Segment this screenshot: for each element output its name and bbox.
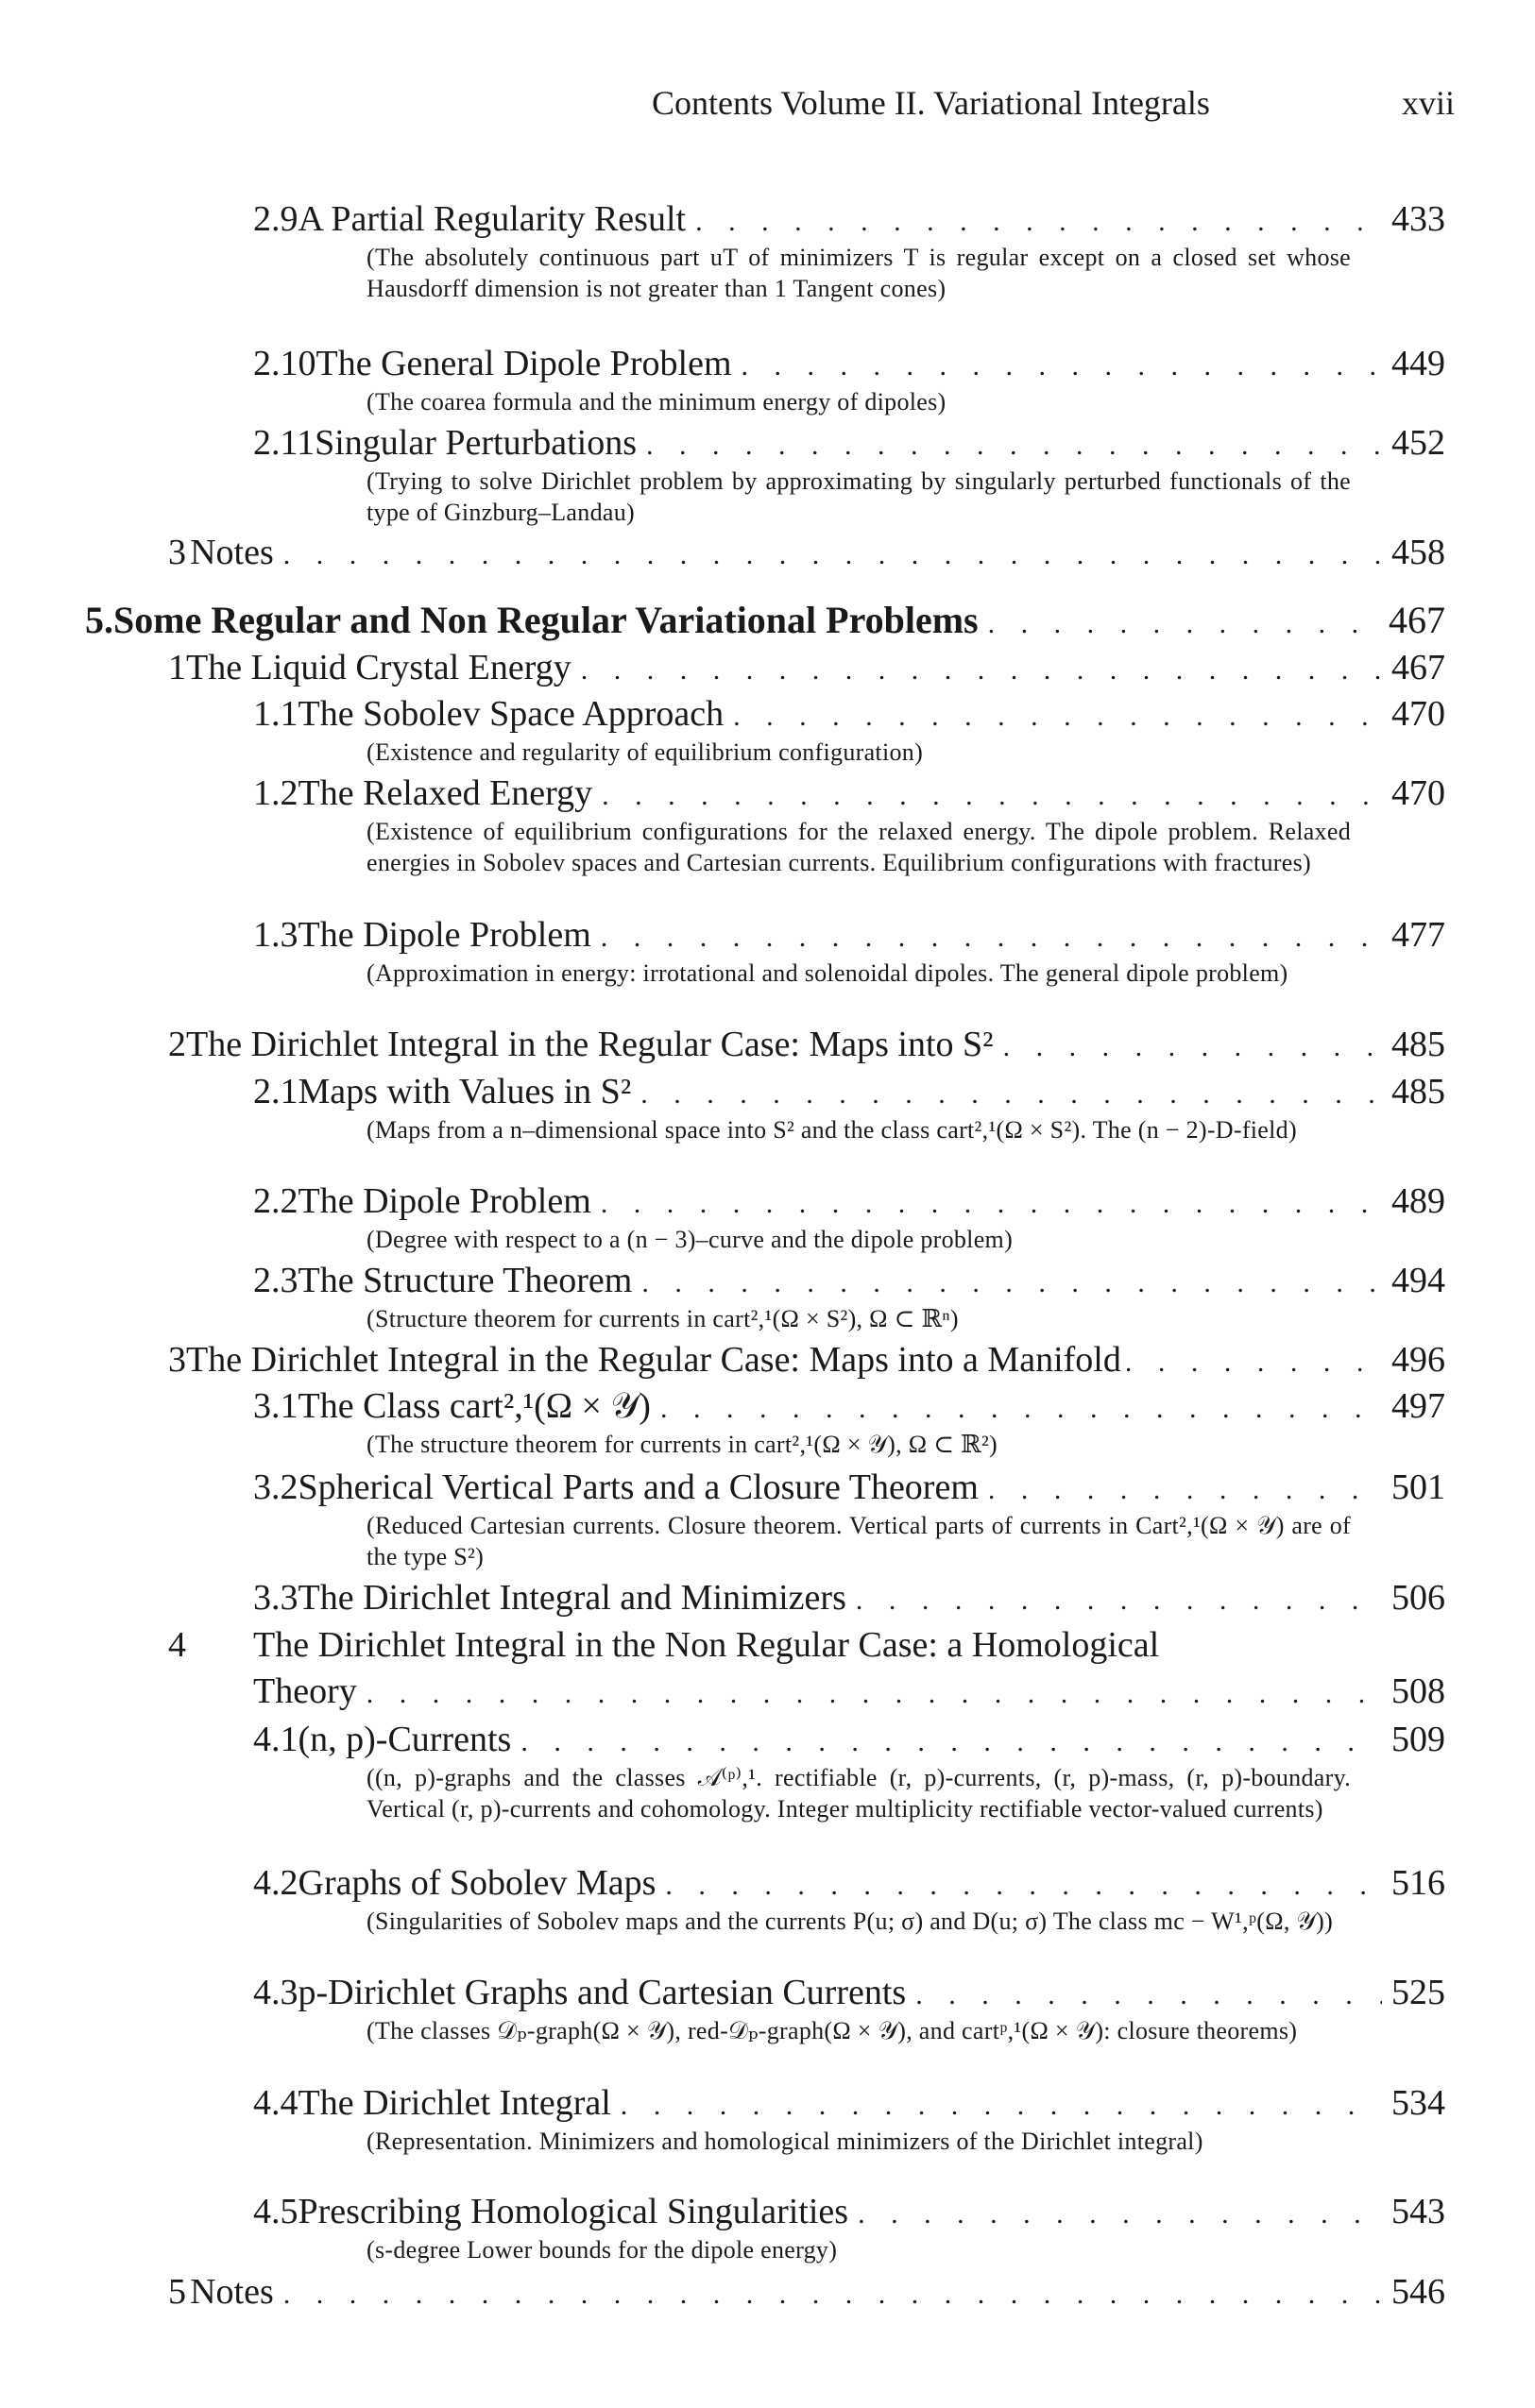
entry-description: (Reduced Cartesian currents. Closure theorem. Vertical parts of currents in Cart²,¹(Ω × 𝒴) are of the type S²) [367, 1512, 1351, 1570]
entry-number: 3 [168, 1340, 186, 1380]
toc-entry[interactable] [168, 647, 1445, 688]
leader-dots [988, 608, 1379, 640]
entry-page: 449 [1391, 344, 1445, 383]
entry-number: 4.1 [253, 1720, 298, 1759]
entry-description: (Trying to solve Dirichlet problem by approximating by singularly perturbed functionals of the type of Ginzburg–Landau) [367, 467, 1351, 526]
entry-page: 494 [1391, 1261, 1445, 1300]
entry-description: (The classes 𝒟ₚ-graph(Ω × 𝒴), red-𝒟ₚ-graph(Ω × 𝒴), and cartᵖ,¹(Ω × 𝒴): closure theorems) [367, 2017, 1298, 2044]
toc-entry[interactable] [253, 2191, 1445, 2265]
leader-dots [601, 922, 1382, 954]
leader-dots [858, 2198, 1382, 2230]
entry-title: The Sobolev Space Approach [298, 694, 725, 734]
leader-dots [742, 350, 1382, 382]
entry-number: 1 [168, 648, 186, 687]
leader-dots [520, 1726, 1382, 1758]
entry-page: 546 [1391, 2272, 1445, 2312]
leader-dots [1003, 1031, 1382, 1063]
leader-dots [367, 1678, 1382, 1710]
entry-page: 508 [1391, 1671, 1445, 1711]
toc-chapter-entry[interactable] [85, 598, 1445, 642]
leader-dots [660, 1393, 1382, 1425]
entry-title: Notes [190, 533, 274, 572]
toc-entry[interactable] [253, 1385, 1445, 1460]
entry-number: 2.3 [253, 1261, 298, 1300]
entry-title: p-Dirichlet Graphs and Cartesian Currents [298, 1973, 907, 2012]
entry-title-continued: Theory [253, 1671, 357, 1711]
entry-page: 485 [1391, 1025, 1445, 1064]
entry-title: The Liquid Crystal Energy [186, 648, 571, 687]
entry-title: The Class cart²,¹(Ω × 𝒴) [298, 1386, 651, 1426]
entry-page: 452 [1391, 423, 1445, 463]
toc-entry[interactable] [253, 1180, 1445, 1255]
entry-page: 496 [1391, 1340, 1445, 1380]
chapter-number: 5. [85, 599, 113, 641]
toc-entry[interactable] [168, 1339, 1445, 1381]
entry-page: 485 [1391, 1072, 1445, 1111]
entry-title: The Dirichlet Integral in the Non Regular Case: a Homological [253, 1625, 1160, 1665]
entry-title: The Dirichlet Integral in the Regular Case: Maps into a Manifold [186, 1340, 1121, 1380]
entry-number: 2.10 [253, 344, 316, 383]
toc-entry[interactable] [253, 422, 1445, 528]
entry-description: (The coarea formula and the minimum energy of dipoles) [367, 388, 947, 415]
entry-description: (Degree with respect to a (n − 3)–curve and the dipole problem) [367, 1226, 1014, 1253]
entry-number: 1.3 [253, 915, 298, 955]
toc-entry[interactable] [168, 1024, 1445, 1065]
entry-page: 509 [1391, 1720, 1445, 1759]
entry-page: 516 [1391, 1863, 1445, 1903]
entry-page: 497 [1391, 1386, 1445, 1426]
toc-entry[interactable] [253, 1719, 1445, 1824]
leader-dots [601, 1188, 1382, 1220]
entry-page: 433 [1391, 199, 1445, 239]
leader-dots [733, 701, 1382, 733]
entry-number: 3.3 [253, 1578, 298, 1618]
entry-title: Notes [190, 2272, 274, 2312]
toc-entry[interactable] [253, 914, 1445, 989]
entry-description: (The structure theorem for currents in cart²,¹(Ω × 𝒴), Ω ⊂ ℝ²) [367, 1431, 998, 1458]
entry-description: ((n, p)-graphs and the classes 𝒜⁽ᵖ⁾,¹. rectifiable (r, p)-currents, (r, p)-mass, (r, p)-boundary. Vertical (r, p)-currents and cohomology. Integer multiplicity rectifiable vector-valued currents) [367, 1764, 1351, 1823]
toc-entry[interactable] [253, 772, 1445, 878]
entry-number: 4.4 [253, 2083, 298, 2123]
entry-description: (Existence of equilibrium configurations for the relaxed energy. The dipole problem. Relaxed energies in Sobolev spaces and Cartesian currents. Equilibrium configurations with fractures) [367, 818, 1351, 876]
toc-entry[interactable] [253, 343, 1445, 417]
entry-page: 470 [1391, 773, 1445, 813]
toc-entry[interactable] [253, 1467, 1445, 1572]
entry-title: The Dipole Problem [298, 1181, 591, 1221]
entry-description: (Representation. Minimizers and homological minimizers of the Dirichlet integral) [367, 2128, 1203, 2155]
toc-entry[interactable] [168, 532, 1445, 573]
entry-description: (The absolutely continuous part uT of minimizers T is regular except on a closed set whose Hausdorff dimension is not greater than 1 Tangent cones) [367, 244, 1351, 302]
entry-description: (Singularities of Sobolev maps and the currents P(u; σ) and D(u; σ) The class mc − W¹,ᵖ(Ω, 𝒴)) [367, 1908, 1334, 1935]
entry-page: 506 [1391, 1578, 1445, 1618]
leader-dots [856, 1585, 1382, 1617]
toc-entry[interactable] [253, 1577, 1445, 1619]
toc-entry[interactable] [253, 1260, 1445, 1334]
running-head [652, 83, 1455, 123]
entry-number: 3.1 [253, 1386, 298, 1426]
entry-number: 4.2 [253, 1863, 298, 1903]
entry-number: 3 [168, 533, 186, 572]
entry-title: The Dipole Problem [298, 915, 591, 955]
leader-dots [283, 539, 1382, 571]
entry-title: The General Dipole Problem [316, 344, 732, 383]
leader-dots [1125, 1347, 1388, 1379]
entry-page: 501 [1391, 1467, 1445, 1507]
entry-title: The Dirichlet Integral [298, 2083, 611, 2123]
leader-dots [695, 206, 1382, 238]
leader-dots [641, 1267, 1382, 1299]
entry-title: Spherical Vertical Parts and a Closure Theorem [298, 1467, 979, 1507]
leader-dots [621, 2090, 1382, 2122]
entry-description: (Maps from a n–dimensional space into S² and the class cart²,¹(Ω × S²). The (n − 2)-D-field) [367, 1116, 1297, 1144]
entry-title: Maps with Values in S² [298, 1072, 632, 1111]
entry-title: The Relaxed Energy [298, 773, 593, 813]
entry-page: 489 [1391, 1181, 1445, 1221]
entry-page: 477 [1391, 915, 1445, 955]
entry-title: The Dirichlet Integral in the Regular Case: Maps into S² [186, 1025, 994, 1064]
entry-page: 458 [1391, 533, 1445, 572]
entry-number: 3.2 [253, 1467, 298, 1507]
entry-page: 467 [1389, 599, 1445, 641]
entry-title: The Structure Theorem [298, 1261, 633, 1300]
toc-entry[interactable] [168, 1624, 1445, 1712]
entry-title: Graphs of Sobolev Maps [298, 1863, 657, 1903]
entry-title: (n, p)-Currents [298, 1720, 512, 1759]
toc-entry[interactable] [253, 1972, 1445, 2046]
entry-number: 5 [168, 2272, 186, 2312]
entry-title: Prescribing Homological Singularities [298, 2192, 849, 2231]
entry-number: 2 [168, 1025, 186, 1064]
entry-page: 470 [1391, 694, 1445, 734]
entry-description: (Existence and regularity of equilibrium configuration) [367, 738, 924, 766]
entry-title: Singular Perturbations [315, 423, 637, 463]
toc-entry[interactable] [168, 2271, 1445, 2313]
entry-number: 4.3 [253, 1973, 298, 2012]
leader-dots [988, 1474, 1382, 1506]
entry-description: (Structure theorem for currents in cart²,¹(Ω × S²), Ω ⊂ ℝⁿ) [367, 1305, 959, 1332]
leader-dots [915, 1979, 1382, 2011]
entry-number: 4.5 [253, 2192, 298, 2231]
entry-description: (s-degree Lower bounds for the dipole energy) [367, 2236, 838, 2264]
entry-page: 467 [1391, 648, 1445, 687]
entry-page: 543 [1391, 2192, 1445, 2231]
running-head-page-number: xvii [1401, 84, 1455, 122]
chapter-title: Some Regular and Non Regular Variational Problems [113, 599, 979, 641]
leader-dots [602, 780, 1382, 812]
leader-dots [665, 1870, 1382, 1902]
toc-entry[interactable] [253, 1071, 1445, 1145]
entry-number: 4 [168, 1625, 186, 1665]
toc-entry[interactable] [253, 2082, 1445, 2157]
entry-number: 2.2 [253, 1181, 298, 1221]
entry-title: A Partial Regularity Result [298, 199, 687, 239]
toc-entry[interactable] [253, 1862, 1445, 1937]
entry-number: 2.1 [253, 1072, 298, 1111]
leader-dots [581, 654, 1382, 687]
leader-dots [646, 430, 1382, 462]
entry-number: 1.2 [253, 773, 298, 813]
entry-description: (Approximation in energy: irrotational and solenoidal dipoles. The general dipole problem) [367, 959, 1288, 987]
entry-page: 534 [1391, 2083, 1445, 2123]
entry-page: 525 [1391, 1973, 1445, 2012]
entry-number: 2.11 [253, 423, 316, 463]
entry-number: 2.9 [253, 199, 298, 239]
leader-dots [640, 1078, 1382, 1111]
leader-dots [283, 2279, 1382, 2311]
toc-entry[interactable] [253, 198, 1445, 304]
toc-entry[interactable] [253, 693, 1445, 768]
running-head-title: Contents Volume II. Variational Integrals [652, 84, 1210, 122]
entry-number: 1.1 [253, 694, 298, 734]
entry-title: The Dirichlet Integral and Minimizers [298, 1578, 846, 1618]
